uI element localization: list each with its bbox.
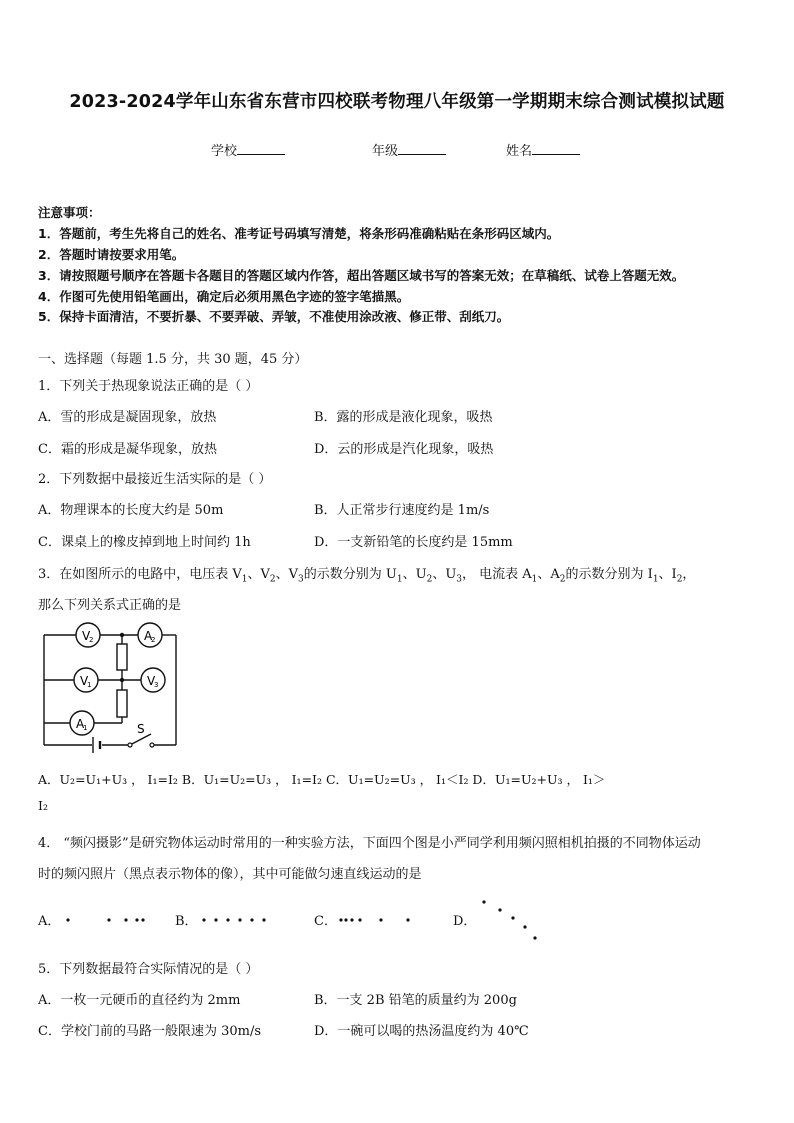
q3-stem-line2: 那么下列关系式正确的是 bbox=[38, 598, 182, 613]
notice-item: 2．答题时请按要求用笔。 bbox=[38, 247, 185, 262]
dot bbox=[124, 918, 127, 921]
notice-item: 5．保持卡面清洁，不要折暴、不要弄破、弄皱，不准使用涂改液、修正带、刮纸刀。 bbox=[38, 309, 510, 324]
meter-index: 2 bbox=[151, 636, 156, 644]
school-blank bbox=[237, 142, 285, 155]
meter-letter: A bbox=[76, 717, 85, 731]
grade-blank bbox=[398, 142, 446, 155]
notice-heading: 注意事项： bbox=[38, 205, 101, 220]
meter-index: 2 bbox=[89, 636, 94, 644]
school-field bbox=[211, 140, 285, 159]
meter-index: 3 bbox=[154, 681, 159, 689]
grade-field bbox=[372, 140, 446, 159]
q3-stem bbox=[38, 563, 695, 585]
q1-stem: 1．下列关于热现象说法正确的是（ ） bbox=[38, 379, 259, 394]
dot bbox=[498, 908, 501, 911]
q2-stem: 2．下列数据中最接近生活实际的是（ ） bbox=[38, 472, 272, 487]
dot bbox=[214, 918, 217, 921]
junction-dot bbox=[120, 633, 124, 637]
resistor-upper bbox=[117, 644, 127, 670]
junction-dot bbox=[120, 678, 124, 682]
meter-letter: V bbox=[80, 674, 89, 688]
q4-stem-line2: 时的频闪照片（黑点表示物体的像），其中可能做匀速直线运动的是 bbox=[38, 867, 422, 882]
dot bbox=[262, 918, 265, 921]
voltmeter-v2 bbox=[76, 623, 100, 647]
dot bbox=[511, 916, 514, 919]
q4-option-a: A． bbox=[38, 914, 61, 929]
q5-option-b: B．一支 2B 铅笔的质量约为 200g bbox=[314, 993, 517, 1008]
switch-label: S bbox=[137, 722, 145, 736]
meter-index: 1 bbox=[87, 681, 92, 689]
q3-stem-part: 、V bbox=[247, 567, 270, 582]
dot bbox=[238, 918, 241, 921]
q2-option-a: A．物理课本的长度大约是 50m bbox=[38, 503, 224, 518]
meter-letter: V bbox=[82, 629, 91, 643]
dot bbox=[350, 918, 353, 921]
dot bbox=[226, 918, 229, 921]
q2-option-d: D．一支新铅笔的长度约是 15mm bbox=[314, 535, 513, 550]
school-label: 学校 bbox=[211, 144, 238, 159]
subscript: 3 bbox=[456, 574, 463, 585]
meter-letter: A bbox=[144, 629, 153, 643]
q3-stem-part: 的示数分别为 U bbox=[303, 567, 397, 582]
dot bbox=[406, 918, 409, 921]
q3-stem-part: ， bbox=[682, 567, 696, 582]
name-blank bbox=[532, 142, 580, 155]
subscript: 1 bbox=[396, 574, 403, 585]
notice-item: 3．请按照题号顺序在答题卡各题目的答题区域内作答，超出答题区域书写的答案无效；在草稿纸、试卷上答题无效。 bbox=[38, 268, 685, 283]
dot bbox=[202, 918, 205, 921]
switch-contact bbox=[150, 743, 154, 747]
q2-option-c: C．课桌上的橡皮掉到地上时间约 1h bbox=[38, 535, 251, 550]
subscript: 2 bbox=[559, 574, 566, 585]
subscript: 3 bbox=[298, 574, 304, 585]
dot bbox=[141, 918, 144, 921]
q3-stem-part: 、V bbox=[275, 567, 299, 582]
q1-option-a: A．雪的形成是凝固现象，放热 bbox=[38, 410, 217, 425]
dot bbox=[66, 918, 69, 921]
dot bbox=[358, 918, 361, 921]
exam-title: 2023-2024学年山东省东营市四校联考物理八年级第一学期期末综合测试模拟试题 bbox=[69, 92, 725, 112]
q4-photo-a bbox=[62, 910, 152, 930]
q1-option-c: C．霜的形成是凝华现象，放热 bbox=[38, 442, 217, 457]
grade-label: 年级 bbox=[372, 144, 399, 159]
q4-option-c: C． bbox=[314, 914, 337, 929]
ammeter-a1 bbox=[70, 711, 94, 735]
subscript: 1 bbox=[531, 574, 538, 585]
name-label: 姓名 bbox=[506, 144, 533, 159]
name-field bbox=[506, 140, 580, 159]
subscript: 1 bbox=[241, 574, 248, 585]
notice-item: 4．作图可先使用铅笔画出，确定后必须用黑色字迹的签字笔描黑。 bbox=[38, 289, 410, 304]
subscript: 2 bbox=[426, 574, 433, 585]
q3-stem-part: 、U bbox=[402, 567, 427, 582]
section-heading: 一、选择题（每题 1.5 分，共 30 题，45 分） bbox=[38, 352, 308, 367]
notice-item: 1．答题前，考生先将自己的姓名、准考证号码填写清楚，将条形码准确粘贴在条形码区域内。 bbox=[38, 226, 560, 241]
q4-photo-c bbox=[336, 910, 421, 930]
resistor-lower bbox=[117, 690, 127, 717]
q3-stem-part: 、U bbox=[432, 567, 457, 582]
q1-option-b: B．露的形成是液化现象，吸热 bbox=[314, 410, 493, 425]
q5-option-a: A．一枚一元硬币的直径约为 2mm bbox=[38, 993, 241, 1008]
voltmeter-v3 bbox=[141, 668, 165, 692]
dot bbox=[135, 918, 138, 921]
circuit-diagram bbox=[38, 620, 183, 756]
dot bbox=[344, 918, 347, 921]
q3-stem-part: 、A bbox=[537, 567, 560, 582]
dot bbox=[250, 918, 253, 921]
q3-options: A．U₂=U₁+U₃ ， I₁=I₂ B．U₁=U₂=U₃ ， I₁=I₂ C．U₁=U₂=U₃ ， I₁＜I₂ D．U₁=U₂+U₃ ， I₁＞ bbox=[38, 772, 606, 787]
switch-contact bbox=[128, 743, 132, 747]
q5-option-c: C．学校门前的马路一般限速为 30m/s bbox=[38, 1024, 261, 1039]
q3-stem-part: 的示数分别为 I bbox=[565, 567, 653, 582]
q1-option-d: D．云的形成是汽化现象，吸热 bbox=[314, 442, 494, 457]
dot bbox=[107, 918, 110, 921]
q4-photo-b bbox=[198, 910, 278, 930]
meter-letter: V bbox=[147, 674, 156, 688]
dot bbox=[523, 925, 526, 928]
q3-stem-part: ， 电流表 A bbox=[462, 567, 532, 582]
q3-stem-part: 3．在如图所示的电路中，电压表 V bbox=[38, 567, 242, 582]
q5-stem: 5．下列数据最符合实际情况的是（ ） bbox=[38, 962, 259, 977]
ammeter-a2 bbox=[138, 623, 162, 647]
subscript: 2 bbox=[676, 574, 683, 585]
q3-stem-part: 、I bbox=[658, 567, 677, 582]
dot bbox=[379, 918, 382, 921]
q3-options-wrap: I₂ bbox=[38, 798, 48, 813]
dot bbox=[533, 936, 536, 939]
q4-photo-d bbox=[476, 896, 546, 946]
voltmeter-v1 bbox=[74, 668, 98, 692]
dot bbox=[339, 918, 342, 921]
meter-index: 1 bbox=[83, 724, 88, 732]
q2-option-b: B．人正常步行速度约是 1m/s bbox=[314, 503, 490, 518]
dot bbox=[482, 900, 485, 903]
q5-option-d: D．一碗可以喝的热汤温度约为 40℃ bbox=[314, 1024, 529, 1039]
subscript: 1 bbox=[652, 574, 659, 585]
q4-option-d: D． bbox=[453, 914, 477, 929]
q4-option-b: B． bbox=[175, 914, 198, 929]
subscript: 2 bbox=[269, 574, 276, 585]
q4-stem-line1: 4． “频闪摄影”是研究物体运动时常用的一种实验方法，下面四个图是小严同学利用频闪照相机拍摄的不同物体运动 bbox=[38, 836, 701, 851]
